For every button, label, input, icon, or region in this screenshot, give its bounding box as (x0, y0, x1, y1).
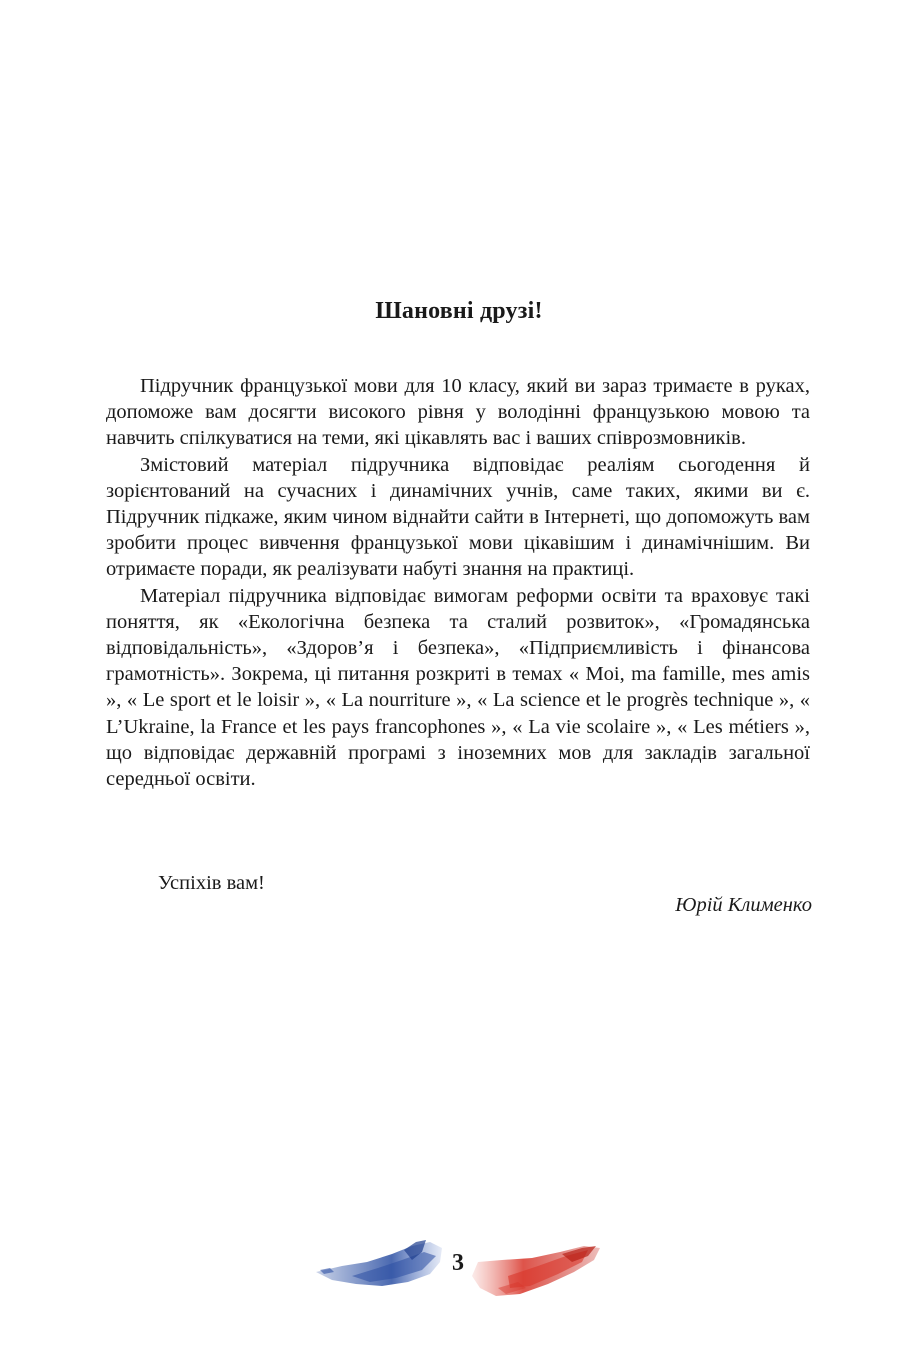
letter-body (106, 373, 810, 792)
paragraph-3: Матеріал підручника відповідає вимогам реформи освіти та враховує такі поняття, як «Екологічна безпека та сталий розвиток», «Громадянська відповідальність», «Здоров’я і безпека», «Підприємливість і фінансова грамотність». Зокрема, ці питання розкриті в темах « Moi, ma famille, mes amis », « Le sport et le loisir », « La nourriture », « La science et le progrès technique », « L’Ukraine, la France et les pays francophones », « La vie scolaire », « Les métiers », що відповідає державній програмі з іноземних мов для закладів загальної середньої освіти. (106, 584, 810, 791)
author-signature: Юрій Клименко (675, 894, 812, 916)
closing-line: Успіхів вам! (158, 872, 265, 894)
page-footer (312, 1232, 604, 1304)
paragraph-1: Підручник французької мови для 10 класу, який ви зараз тримаєте в руках, допоможе вам досягти високого рівня у володінні французькою мовою та навчить спілкуватися на теми, які цікавлять вас і ваших співрозмовників. (106, 375, 810, 450)
page-number: 3 (452, 1250, 464, 1276)
paragraph-2: Змістовий матеріал підручника відповідає реаліям сьогодення й зорієнтований на сучасних і динамічних учнів, саме таких, якими ви є. Підручник підкаже, яким чином віднайти сайти в Інтернеті, що допоможуть вам зробити процес вивчення французької мови цікавішим і динамічнішим. Ви отримаєте поради, як реалізувати набуті знання на практиці. (106, 453, 810, 581)
page-title: Шановні друзі! (375, 298, 543, 324)
